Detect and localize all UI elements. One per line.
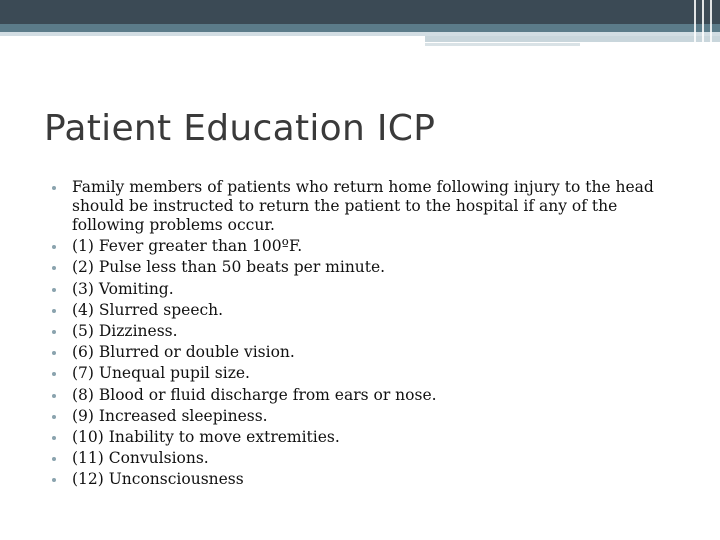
bullet-text: (6) Blurred or double vision.: [72, 343, 295, 362]
bullet-icon: [52, 288, 56, 292]
bullet-item: [48, 407, 688, 426]
header-accent-bar: [425, 36, 720, 42]
bullet-icon: [52, 457, 56, 461]
bullet-item: [48, 301, 688, 320]
bullet-item: [48, 386, 688, 405]
bullet-text: (12) Unconsciousness: [72, 470, 244, 489]
bullet-icon: [52, 266, 56, 270]
bullet-icon: [52, 309, 56, 313]
bullet-icon: [52, 330, 56, 334]
bullet-item: [48, 237, 688, 256]
bullet-text: (4) Slurred speech.: [72, 300, 224, 319]
bullet-icon: [52, 245, 56, 249]
bullet-text: (11) Convulsions.: [72, 449, 209, 468]
bullet-item: [48, 322, 688, 341]
bullet-list: [48, 178, 688, 491]
header-thin-bar: [425, 43, 580, 46]
bullet-text: (2) Pulse less than 50 beats per minute.: [72, 258, 386, 277]
bullet-icon: [52, 372, 56, 376]
bullet-item: [48, 258, 688, 277]
header-band-dark: [0, 0, 720, 24]
bullet-item: [48, 428, 688, 447]
bullet-item: [48, 449, 688, 468]
bullet-text: (9) Increased sleepiness.: [72, 406, 268, 425]
bullet-item: [48, 280, 688, 299]
bullet-text: (7) Unequal pupil size.: [72, 364, 250, 383]
bullet-text: (8) Blood or fluid discharge from ears or nose.: [72, 385, 437, 404]
bullet-text: Family members of patients who return home following injury to the head should be instructed to return the patient to the hospital if any of the following problems occur.: [72, 178, 654, 234]
slide-title: Patient Education ICP: [44, 108, 436, 149]
bullet-text: (5) Dizziness.: [72, 321, 178, 340]
bullet-icon: [52, 436, 56, 440]
bullet-text: (10) Inability to move extremities.: [72, 427, 340, 446]
bullet-item: [48, 364, 688, 383]
bullet-text: (3) Vomiting.: [72, 279, 174, 298]
bullet-text: (1) Fever greater than 100ºF.: [72, 237, 303, 256]
bullet-icon: [52, 415, 56, 419]
header-band-teal: [0, 24, 720, 32]
bullet-icon: [52, 186, 56, 190]
bullet-icon: [52, 394, 56, 398]
bullet-item: [48, 178, 688, 235]
bullet-icon: [52, 351, 56, 355]
bullet-icon: [52, 478, 56, 482]
bullet-item: [48, 470, 688, 489]
bullet-item: [48, 343, 688, 362]
corner-stripes: [690, 0, 720, 50]
